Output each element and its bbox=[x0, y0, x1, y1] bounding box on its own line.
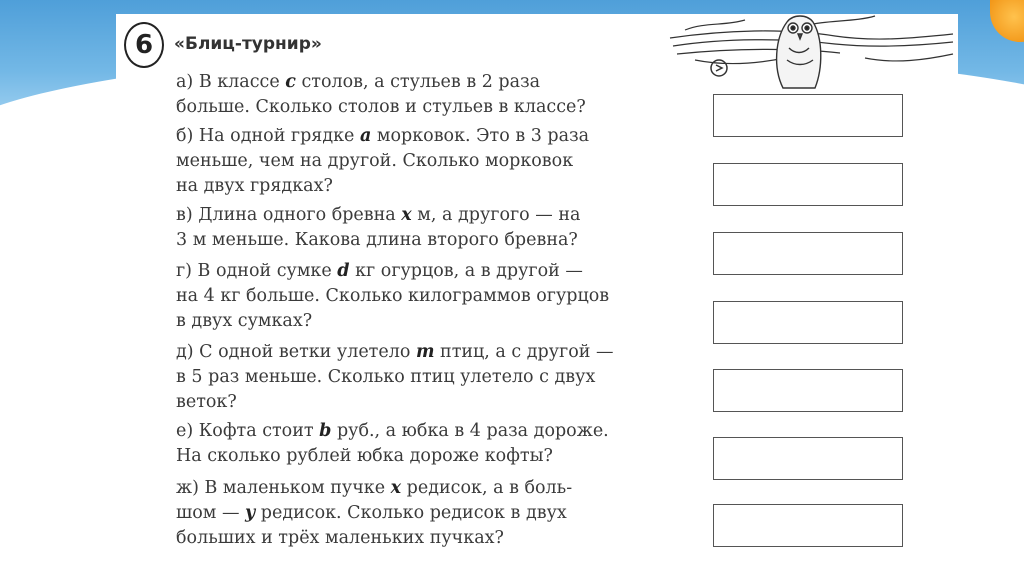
answer-box-zh[interactable] bbox=[713, 504, 903, 547]
task-variable: a bbox=[359, 126, 372, 146]
task-text: редисок. Сколько редисок в двух bbox=[255, 503, 567, 523]
task-line bbox=[176, 526, 706, 551]
task-line bbox=[176, 309, 706, 334]
task-text: 3 м меньше. Какова длина второго бревна? bbox=[176, 230, 578, 250]
task-line bbox=[176, 340, 706, 365]
task-text: птиц, а с другой — bbox=[434, 342, 614, 362]
task-line bbox=[176, 365, 706, 390]
task-text: в двух сумках? bbox=[176, 311, 313, 331]
task-text: больше. Сколько столов и стульев в классе? bbox=[176, 97, 586, 117]
task-d bbox=[176, 340, 706, 415]
task-text: на 4 кг больше. Сколько килограммов огурцов bbox=[176, 286, 610, 306]
task-text: а) В классе bbox=[176, 72, 286, 92]
task-line bbox=[176, 174, 706, 199]
task-line bbox=[176, 444, 706, 469]
task-line bbox=[176, 390, 706, 415]
task-text: редисок, а в боль- bbox=[401, 478, 573, 498]
task-text: на двух грядках? bbox=[176, 176, 333, 196]
task-text: г) В одной сумке bbox=[176, 261, 338, 281]
task-b bbox=[176, 124, 706, 199]
task-line bbox=[176, 259, 706, 284]
task-text: в) Длина одного бревна bbox=[176, 205, 402, 225]
answer-box-v[interactable] bbox=[713, 232, 903, 275]
task-text: е) Кофта стоит bbox=[176, 421, 320, 441]
task-zh bbox=[176, 476, 706, 551]
task-line bbox=[176, 476, 706, 501]
task-line bbox=[176, 419, 706, 444]
task-text: руб., а юбка в 4 раза дороже. bbox=[331, 421, 609, 441]
task-text: морковок. Это в 3 раза bbox=[371, 126, 590, 146]
task-e bbox=[176, 419, 706, 469]
task-variable: m bbox=[415, 342, 435, 362]
task-text: д) С одной ветки улетело bbox=[176, 342, 416, 362]
answer-box-g[interactable] bbox=[713, 301, 903, 344]
task-text: кг огурцов, а в другой — bbox=[349, 261, 583, 281]
task-line bbox=[176, 124, 706, 149]
task-line bbox=[176, 149, 706, 174]
task-line bbox=[176, 203, 706, 228]
owl-on-branch-illustration bbox=[665, 8, 955, 92]
answer-box-b[interactable] bbox=[713, 163, 903, 206]
task-v bbox=[176, 203, 706, 253]
task-variable: x bbox=[390, 478, 402, 498]
task-variable: b bbox=[319, 421, 332, 441]
task-line bbox=[176, 501, 706, 526]
answer-box-a[interactable] bbox=[713, 94, 903, 137]
answer-box-e[interactable] bbox=[713, 437, 903, 480]
task-text: На сколько рублей юбка дороже кофты? bbox=[176, 446, 553, 466]
task-line bbox=[176, 95, 706, 120]
exercise-number-badge: 6 bbox=[124, 22, 164, 68]
task-a bbox=[176, 70, 706, 120]
answer-box-d[interactable] bbox=[713, 369, 903, 412]
task-line bbox=[176, 284, 706, 309]
task-variable: y bbox=[245, 503, 256, 523]
exercise-title: «Блиц-турнир» bbox=[174, 34, 322, 54]
task-line bbox=[176, 70, 706, 95]
task-text: б) На одной грядке bbox=[176, 126, 360, 146]
task-text: м, а другого — на bbox=[411, 205, 581, 225]
task-line bbox=[176, 228, 706, 253]
task-text: веток? bbox=[176, 392, 237, 412]
task-text: ж) В маленьком пучке bbox=[176, 478, 391, 498]
task-variable: c bbox=[285, 72, 296, 92]
task-text: столов, а стульев в 2 раза bbox=[295, 72, 541, 92]
task-text: шом — bbox=[176, 503, 246, 523]
task-variable: x bbox=[401, 205, 412, 225]
task-g bbox=[176, 259, 706, 334]
task-variable: d bbox=[337, 261, 350, 281]
task-text: больших и трёх маленьких пучках? bbox=[176, 528, 504, 548]
task-text: в 5 раз меньше. Сколько птиц улетело с двух bbox=[176, 367, 596, 387]
task-text: меньше, чем на другой. Сколько морковок bbox=[176, 151, 574, 171]
